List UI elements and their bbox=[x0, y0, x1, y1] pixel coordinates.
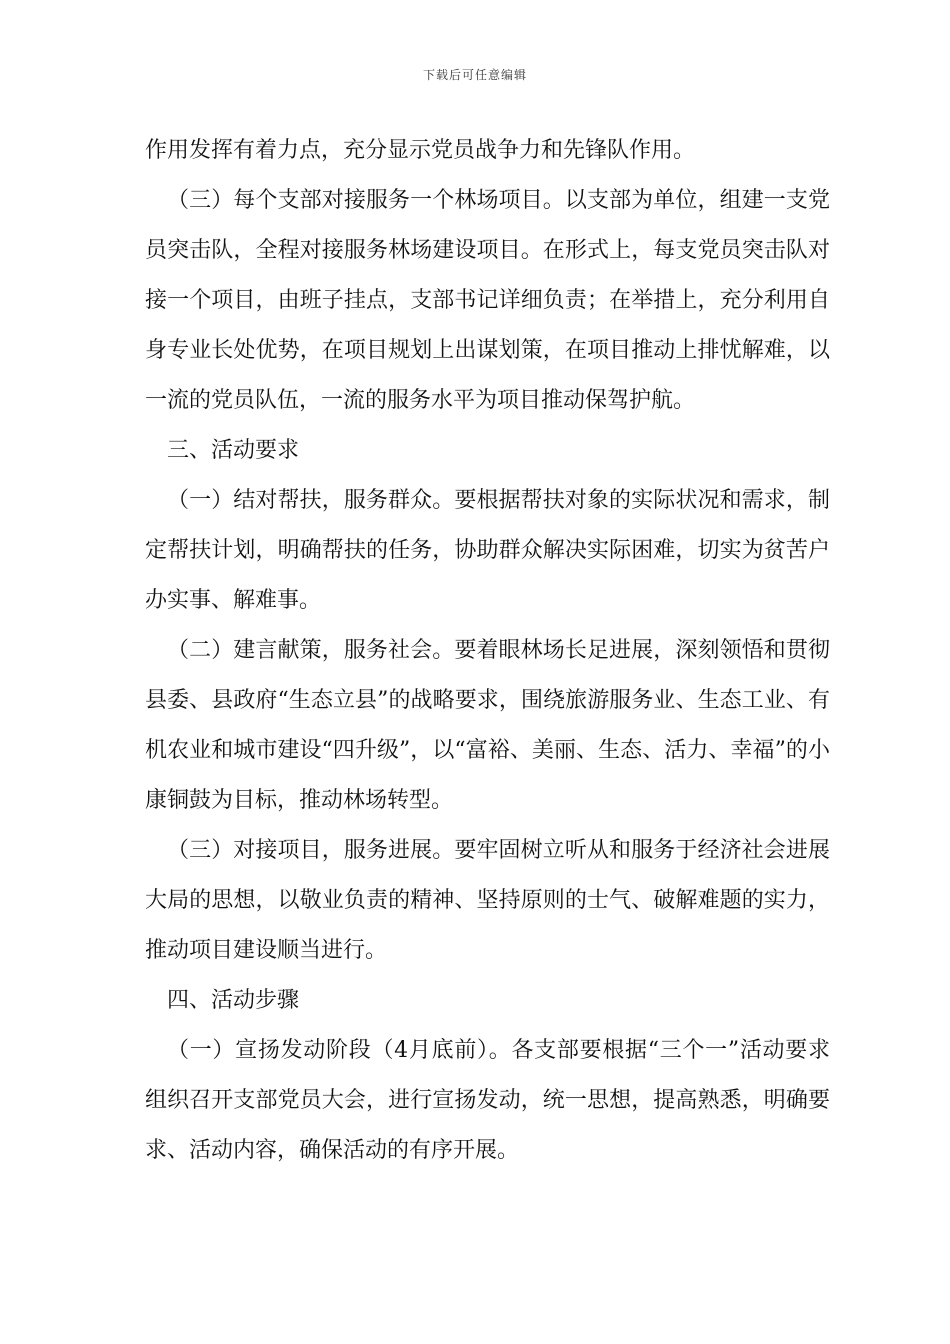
paragraph-2: （三）每个支部对接服务一个林场项目。以支部为单位，组建一支党员突击队，全程对接服务林场建设项目。在形式上，每支党员突击队对接一个项目，由班子挂点，支部书记详细负责；在举措上，充分利用自身专业长处优势，在项目规划上出谋划策，在项目推动上排忧解难，以一流的党员队伍，一流的服务水平为项目推动保驾护航。 bbox=[145, 188, 830, 413]
paragraph-6: （三）对接项目，服务进展。要牢固树立听从和服务于经济社会进展大局的思想，以敬业负责的精神、坚持原则的士气、破解难题的实力，推动项目建设顺当进行。 bbox=[145, 838, 830, 963]
page-header-note: 下载后可任意编辑 bbox=[422, 68, 527, 82]
paragraph-8: （一）宣扬发动阶段（4月底前）。各支部要根据“三个一”活动要求组织召开支部党员大会，进行宣扬发动，统一思想，提高熟悉，明确要求、活动内容，确保活动的有序开展。 bbox=[145, 1038, 830, 1163]
section-heading-steps: 四、活动步骤 bbox=[167, 988, 300, 1013]
paragraph-4: （一）结对帮扶，服务群众。要根据帮扶对象的实际状况和需求，制定帮扶计划，明确帮扶的任务，协助群众解决实际困难，切实为贫苦户办实事、解难事。 bbox=[145, 488, 830, 613]
paragraph-5: （二）建言献策，服务社会。要着眼林场长足进展，深刻领悟和贯彻县委、县政府“生态立县”的战略要求，围绕旅游服务业、生态工业、有机农业和城市建设“四升级”，以“富裕、美丽、生态、活力、幸福”的小康铜鼓为目标，推动林场转型。 bbox=[145, 638, 830, 813]
section-heading-requirements: 三、活动要求 bbox=[167, 438, 300, 463]
paragraph-1: 作用发挥有着力点，充分显示党员战争力和先锋队作用。 bbox=[145, 138, 696, 163]
document-body bbox=[145, 126, 830, 1176]
